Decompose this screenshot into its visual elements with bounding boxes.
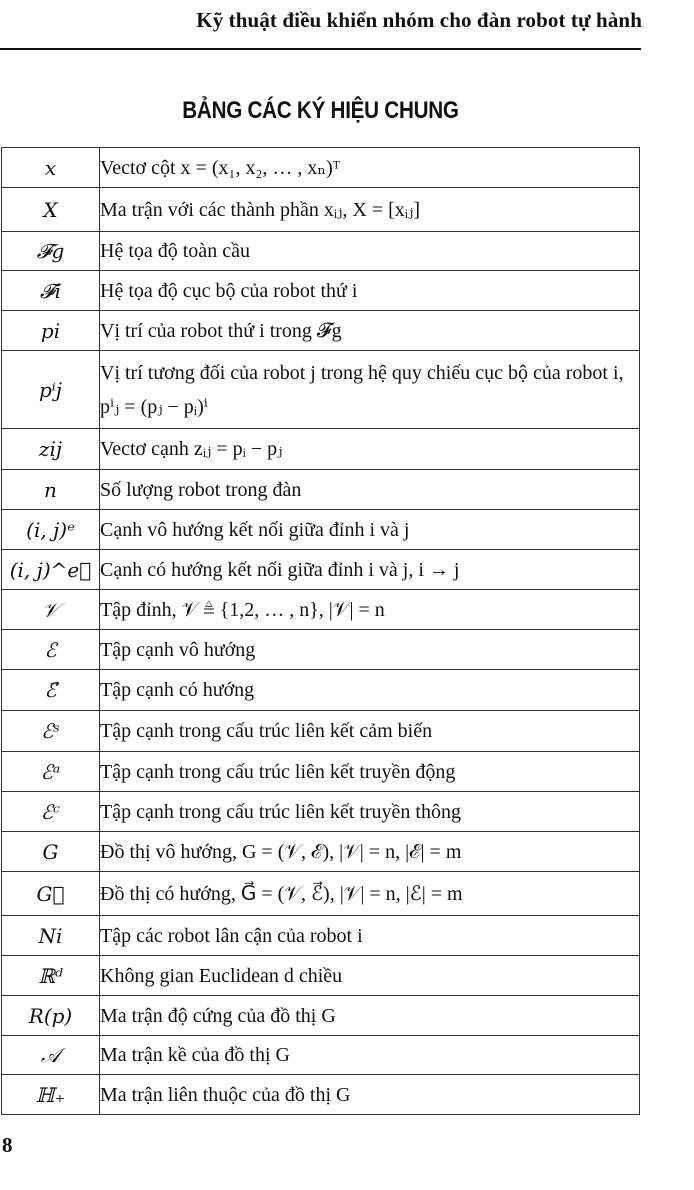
table-row (2, 1036, 640, 1075)
symbol-cell: X (2, 188, 100, 232)
table-row (2, 429, 640, 470)
symbol-cell: ℰᶜ (2, 792, 100, 832)
table-row (2, 232, 640, 271)
description-cell: Tập cạnh trong cấu trúc liên kết truyền thông (100, 792, 640, 832)
symbol-cell: 𝓕i (2, 271, 100, 311)
description-cell: Đồ thị vô hướng, G = (𝒱, ℰ), |𝒱| = n, |ℰ| = m (100, 832, 640, 872)
symbol-cell: pⁱj (2, 351, 100, 429)
description-cell: Đồ thị có hướng, G⃗ = (𝒱, ℰ⃗), |𝒱| = n, |ℰ| = m (100, 872, 640, 916)
description-cell: Không gian Euclidean d chiều (100, 956, 640, 996)
description-cell: Ma trận độ cứng của đồ thị G (100, 996, 640, 1036)
description-cell: Vị trí của robot thứ i trong 𝓕g (100, 311, 640, 351)
description-cell: Vị trí tương đối của robot j trong hệ quy chiếu cục bộ của robot i, pⁱⱼ = (pⱼ − pᵢ)ⁱ (100, 351, 640, 429)
symbol-cell: 𝒜 (2, 1036, 100, 1075)
table-row (2, 996, 640, 1036)
symbol-cell: (i, j)ᵉ (2, 510, 100, 550)
description-cell: Tập cạnh trong cấu trúc liên kết truyền động (100, 752, 640, 792)
page-number: 8 (2, 1133, 13, 1157)
description-cell: Ma trận liên thuộc của đồ thị G (100, 1075, 640, 1115)
symbols-table (1, 147, 640, 1115)
description-cell: Vectơ cột x = (x₁, x₂, … , xₙ)ᵀ (100, 148, 640, 188)
description-cell: Số lượng robot trong đàn (100, 470, 640, 510)
symbol-cell: Ni (2, 916, 100, 956)
symbol-cell: pi (2, 311, 100, 351)
section-title: BẢNG CÁC KÝ HIỆU CHUNG (182, 97, 459, 124)
description-cell: Tập cạnh vô hướng (100, 630, 640, 670)
symbol-cell: 𝓕g (2, 232, 100, 271)
table-row (2, 351, 640, 429)
description-cell: Ma trận với các thành phần xᵢⱼ, X = [xᵢⱼ] (100, 188, 640, 232)
symbol-cell: ℰᵃ (2, 752, 100, 792)
table-row (2, 670, 640, 711)
table-row (2, 630, 640, 670)
running-head-title: Kỹ thuật điều khiển nhóm cho đàn robot tự hành (196, 8, 642, 32)
table-row (2, 792, 640, 832)
symbol-cell: n (2, 470, 100, 510)
table-row (2, 470, 640, 510)
table-row (2, 916, 640, 956)
symbol-cell: R(p) (2, 996, 100, 1036)
table-row (2, 148, 640, 188)
table-row (2, 271, 640, 311)
symbol-cell: (i, j)^e⃗ (2, 550, 100, 590)
symbol-cell: x (2, 148, 100, 188)
symbol-cell: zij (2, 429, 100, 470)
symbol-cell: ℰ⃗ (2, 670, 100, 711)
description-cell: Vectơ cạnh zᵢⱼ = pᵢ − pⱼ (100, 429, 640, 470)
table-row (2, 956, 640, 996)
symbol-cell: G⃗ (2, 872, 100, 916)
description-cell: Ma trận kề của đồ thị G (100, 1036, 640, 1075)
description-cell: Hệ tọa độ cục bộ của robot thứ i (100, 271, 640, 311)
table-row (2, 590, 640, 630)
table-row (2, 550, 640, 590)
description-cell: Tập cạnh trong cấu trúc liên kết cảm biến (100, 711, 640, 752)
table-row (2, 832, 640, 872)
description-cell: Tập cạnh có hướng (100, 670, 640, 711)
symbol-cell: ℰˢ (2, 711, 100, 752)
symbol-cell: ℍ₊ (2, 1075, 100, 1115)
description-cell: Hệ tọa độ toàn cầu (100, 232, 640, 271)
table-row (2, 1075, 640, 1115)
header-rule (0, 48, 641, 50)
table-row (2, 872, 640, 916)
description-cell: Cạnh vô hướng kết nối giữa đỉnh i và j (100, 510, 640, 550)
symbol-cell: G (2, 832, 100, 872)
description-cell: Cạnh có hướng kết nối giữa đỉnh i và j, i → j (100, 550, 640, 590)
table-row (2, 311, 640, 351)
description-cell: Tập các robot lân cận của robot i (100, 916, 640, 956)
table-row (2, 711, 640, 752)
table-row (2, 510, 640, 550)
symbol-cell: 𝒱 (2, 590, 100, 630)
symbol-cell: ℝᵈ (2, 956, 100, 996)
table-row (2, 188, 640, 232)
table-row (2, 752, 640, 792)
description-cell: Tập đỉnh, 𝒱 ≜ {1,2, … , n}, |𝒱| = n (100, 590, 640, 630)
symbol-cell: ℰ (2, 630, 100, 670)
